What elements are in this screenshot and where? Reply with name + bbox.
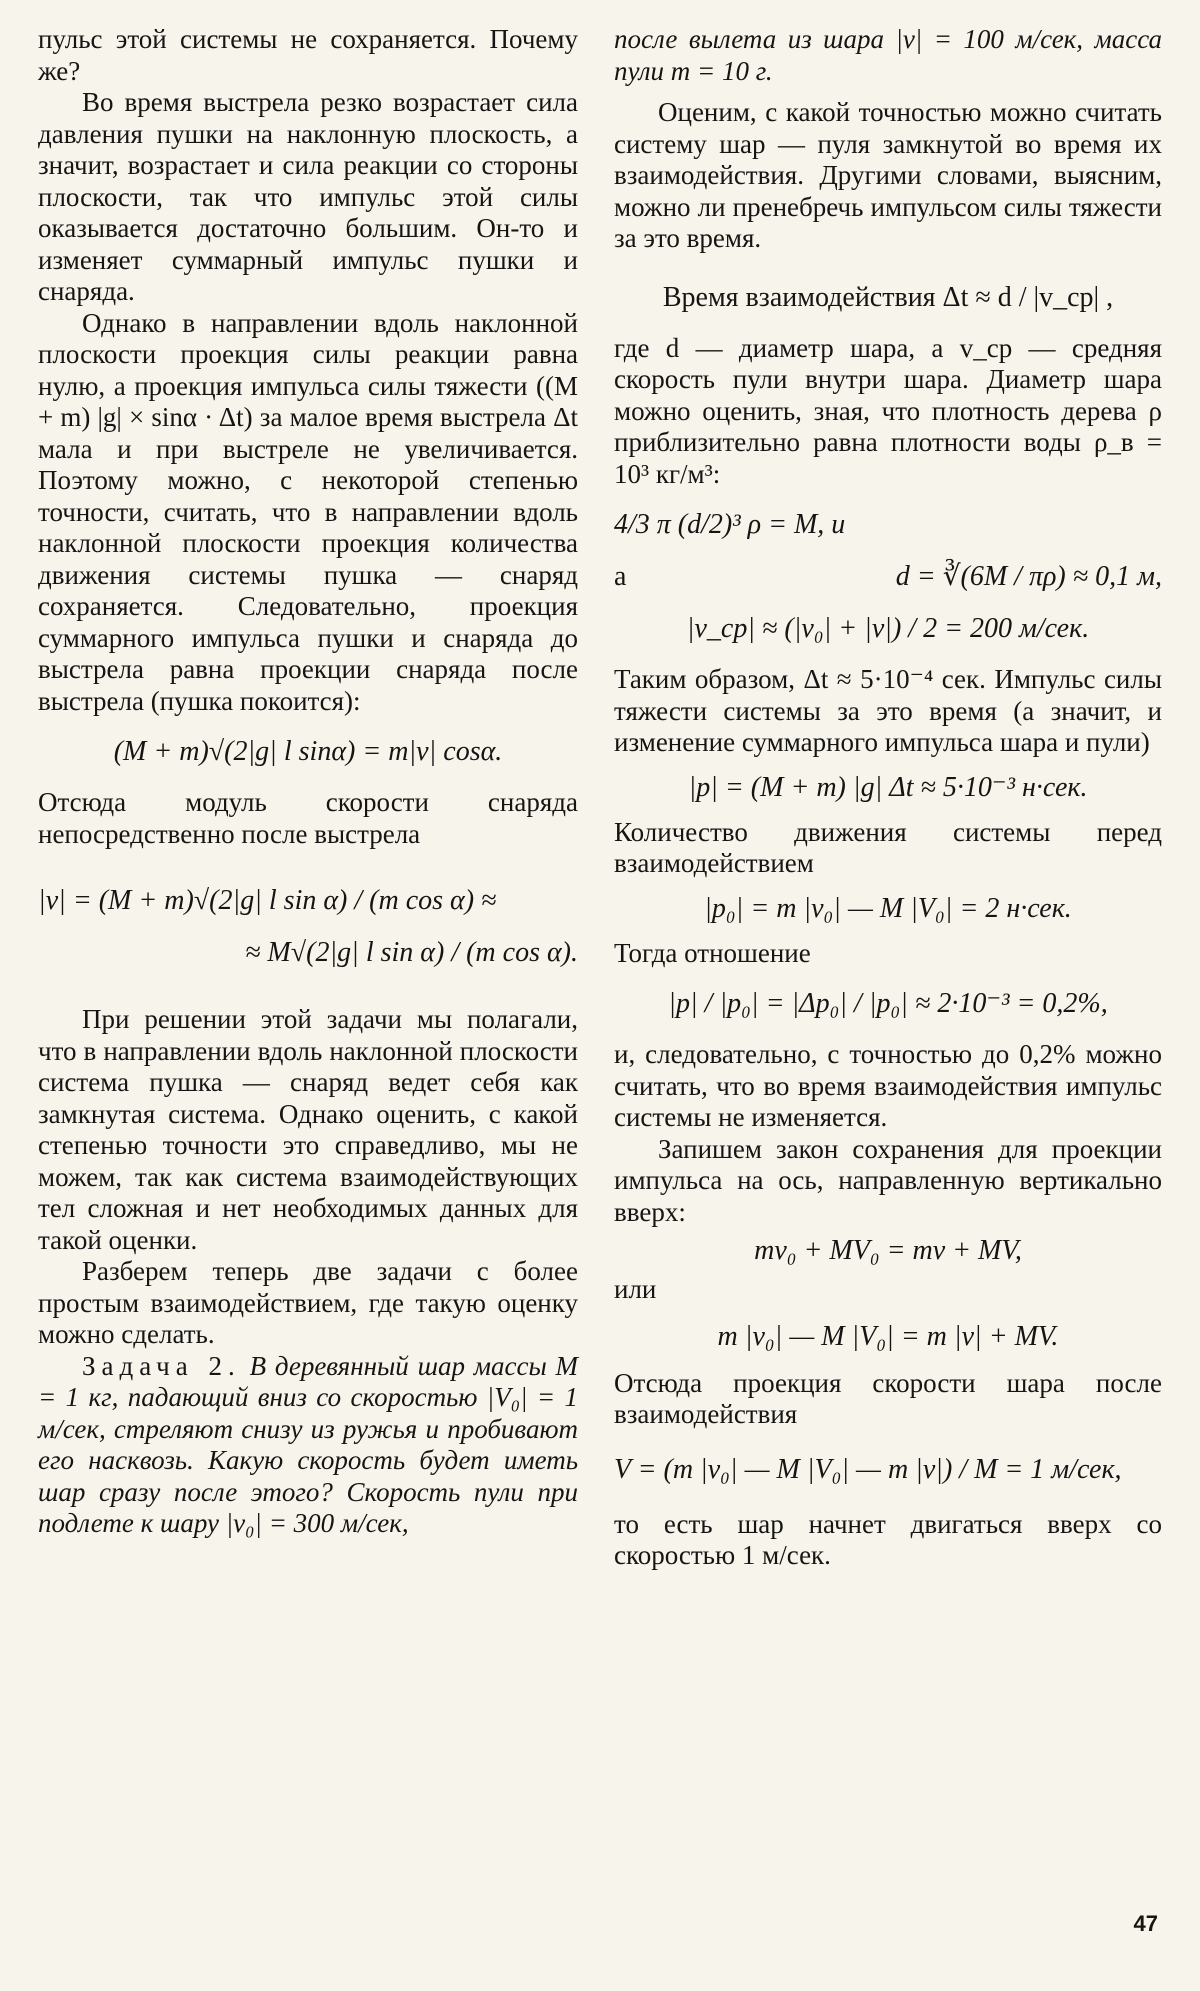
- paragraph: Таким образом, Δt ≈ 5·10⁻⁴ сек. Импульс силы тяжести системы за это время (а значит, и изменение суммарного импульса шара и пули): [614, 664, 1162, 757]
- paragraph: Отсюда модуль скорости снаряда непосредственно после выстрела: [38, 787, 578, 849]
- formula: |v_ср| ≈ (|v₀| + |v|) / 2 = 200 м/сек.: [686, 613, 1090, 644]
- paragraph: Количество движения системы перед взаимодействием: [614, 816, 1162, 878]
- paragraph: При решении этой задачи мы полагали, что в направлении вдоль наклонной плоскости система пушка — снаряд ведет себя как замкнутая система. Однако оценить, с какой степенью точности это справедливо, мы не можем, так как система взаимодействующих тел сложная и нет необходимых данных для такой оценки.: [38, 1004, 578, 1255]
- paragraph: или: [614, 1274, 657, 1304]
- formula-row: [614, 560, 1162, 594]
- formula: d = ∛(6M / πρ) ≈ 0,1 м,: [895, 561, 1162, 592]
- task-label: Задача 2.: [82, 1350, 241, 1381]
- formula: (M + m)√(2|g| l sinα) = m|v| cosα.: [113, 736, 503, 767]
- paragraph: после вылета из шара |v| = 100 м/сек, масса пули m = 10 г.: [614, 24, 1162, 86]
- formula-label: а: [614, 561, 627, 592]
- formula: Время взаимодействия Δt ≈ d / |v_ср| ,: [662, 281, 1114, 313]
- paragraph: Оценим, с какой точностью можно считать систему шар — пуля замкнутой во время их взаимодействия. Другими словами, выясним, можно ли пренебречь импульсом силы тяжести за это время.: [614, 97, 1162, 253]
- paragraph: Запишем закон сохранения для проекции импульса на ось, направленную вертикально вверх:: [614, 1133, 1162, 1227]
- formula: m |v₀| — M |V₀| = m |v| + MV.: [717, 1320, 1059, 1352]
- task-text: В деревянный шар массы M = 1 кг, падающий вниз со скоростью |V₀| = 1 м/сек, стреляют снизу из ружья и пробивают его насквозь. Какую скорость будет иметь шар сразу после этого? Скорость пули при подлете к шару |v₀| = 300 м/сек,: [38, 1350, 579, 1538]
- page-number: 47: [1133, 1911, 1158, 1936]
- task-paragraph: [38, 1351, 578, 1540]
- formula: V = (m |v₀| — M |V₀| — m |v|) / M = 1 м/сек,: [614, 1453, 1122, 1485]
- paragraph: Разберем теперь две задачи с более простым взаимодействием, где такую оценку можно сделать.: [38, 1256, 578, 1349]
- paragraph: Однако в направлении вдоль наклонной плоскости проекция силы реакции равна нулю, а проекция импульса силы тяжести ((M + m) |g| × sinα · Δt) за малое время выстрела Δt мала и при выстреле не увеличивается. Поэтому можно, с некоторой степенью точности, считать, что в направлении вдоль наклонной плоскости проекция количества движения системы пушка — снаряд сохраняется. Следовательно, проекция суммарного импульса пушки и снаряда до выстрела равна проекции снаряда после выстрела (пушка покоится):: [38, 307, 578, 716]
- formula: 4/3 π (d/2)³ ρ = M, и: [614, 509, 846, 540]
- formula: |p₀| = m |v₀| — M |V₀| = 2 н·сек.: [704, 892, 1072, 924]
- paragraph: пульс этой системы не сохраняется. Почему же?: [38, 24, 578, 86]
- formula: ≈ M√(2|g| l sin α) / (m cos α).: [245, 937, 578, 968]
- paragraph: Тогда отношение: [614, 937, 811, 968]
- formula: mv₀ + MV₀ = mv + MV,: [754, 1235, 1022, 1266]
- paragraph: Во время выстрела резко возрастает сила давления пушки на наклонную плоскость, а значит, возрастает и сила реакции со стороны плоскости, так что импульс этой силы оказывается достаточно большим. Он-то и изменяет суммарный импульс пушки и снаряда.: [38, 87, 578, 306]
- formula: |v| = (M + m)√(2|g| l sin α) / (m cos α) ≈: [38, 885, 497, 916]
- right-column: [614, 24, 1162, 1572]
- formula: |p| / |p₀| = |Δp₀| / |p₀| ≈ 2·10⁻³ = 0,2%,: [668, 988, 1108, 1019]
- paragraph: и, следовательно, с точностью до 0,2% можно считать, что во время взаимодействия импульс системы не изменяется.: [614, 1039, 1162, 1132]
- formula: |p| = (M + m) |g| Δt ≈ 5·10⁻³ н·сек.: [688, 771, 1088, 803]
- paragraph: где d — диаметр шара, а v_ср — средняя скорость пули внутри шара. Диаметр шара можно оценить, зная, что плотность дерева ρ приблизительно равна плотности воды ρ_в = 10³ кг/м³:: [614, 332, 1162, 489]
- paragraph: Отсюда проекция скорости шара после взаимодействия: [614, 1367, 1162, 1429]
- paragraph: то есть шар начнет двигаться вверх со скоростью 1 м/сек.: [614, 1508, 1162, 1570]
- left-column: [38, 24, 578, 1540]
